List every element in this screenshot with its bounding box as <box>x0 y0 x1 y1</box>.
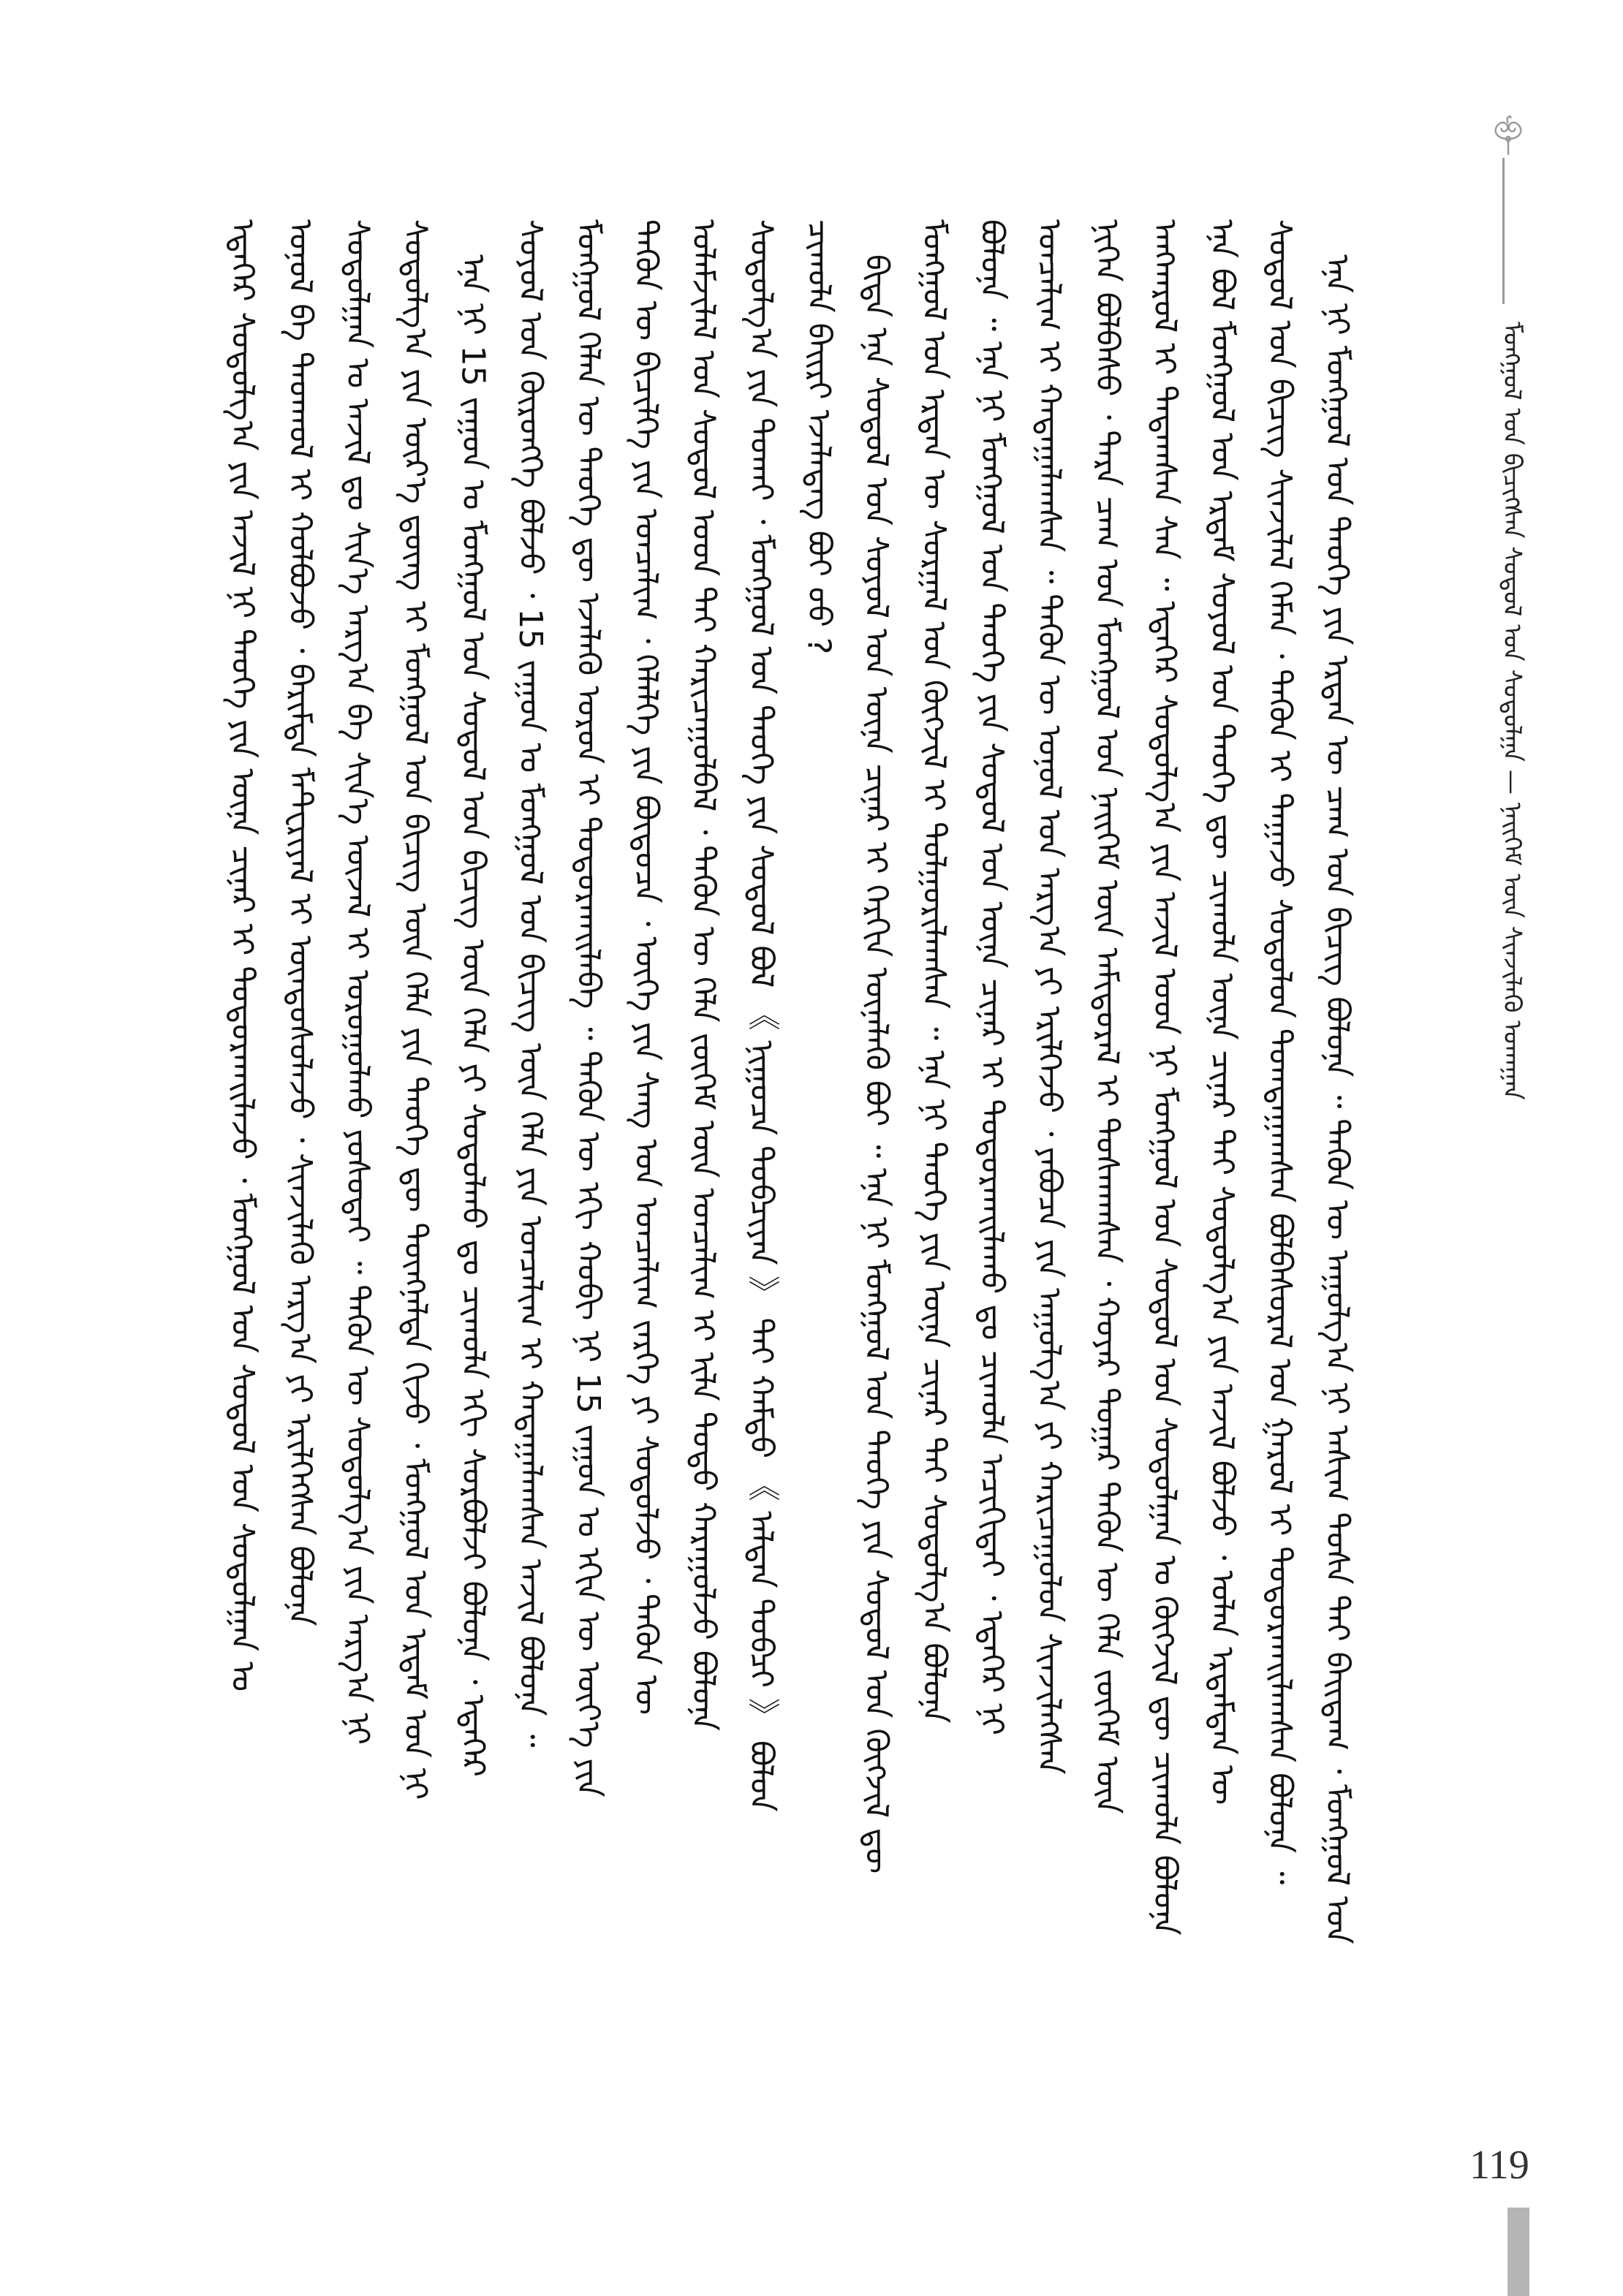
text-column: ᠰᠤᠳᠤᠯᠭ᠎ᠠ ᠶᠢᠨ ᠲᠤᠬᠠᠢ ᠂ ᠮᠣᠩᠭᠣᠯ ᠤᠨ ᠲᠡᠦᠬᠡ ᠶᠢᠨ ᠰᠤᠳᠤᠯ ᠪᠣᠯ 《 ᠨᠢᠭᠤᠴᠠ ᠲᠣᠪᠴᠢᠶᠠᠨ 》 ᠲᠠᠢ ᠬᠠᠮᠲᠤ 《 ᠠᠯᠲᠠᠨ ᠲᠣᠪᠴᠢ 》 ᠪᠣᠯᠤᠨ <box>742 219 780 1812</box>
scroll-ornament-icon <box>1483 110 1534 161</box>
text-column: ᠮᠣᠩᠭᠣᠯ ᠤᠨ ᠡᠷᠲᠡᠨ ᠦ ᠰᠤᠷᠭᠠᠯ ᠤᠨ ᠬᠥᠭᠵᠢᠯ ᠢ ᠲᠤᠯᠭᠤᠷᠢᠯᠠᠭᠰᠠᠨ ᠃ ᠡᠨᠡ ᠨᠢ ᠲᠡᠦᠬᠡ ᠶᠢᠨ ᠦᠨᠡ ᠴᠢᠨᠠᠷ ᠲᠠᠢ ᠰᠤᠳᠤᠯᠭ᠎ᠠ ᠪᠣᠯᠤᠨᠠ <box>915 219 953 1724</box>
text-column: ᠡᠨᠡ ᠨᠢ ᠮᠣᠩᠭᠣᠯ ᠤᠨ ᠲᠡᠦᠬᠡ ᠶᠢᠨ ᠡᠷᠲᠡᠨ ᠦ ᠴᠠᠭ ᠤᠨ ᠪᠢᠴᠢᠭ᠌ ᠪᠣᠯᠤᠨᠠ ᠃ ᠲᠡᠭᠦᠨ ᠦ ᠠᠭᠤᠯᠭ᠎ᠠ ᠨᠢ ᠠᠰᠢᠭ ᠲᠤᠰᠠ ᠲᠠᠢ ᠪᠠᠢᠳᠠᠭ ᠂ ᠮᠣᠩᠭᠣᠯ ᠤᠨ <box>1318 254 1356 1944</box>
text-column: ᠮᠣᠩᠭᠣᠯ ᠬᠡᠯᠡᠨ ᠦ ᠲᠡᠦᠬᠡ ᠳᠦ ᠡᠵᠡᠯᠡᠬᠦ ᠣᠷᠤᠨ ᠢ ᠲᠣᠳᠣᠷᠬᠠᠢᠯᠠᠪᠠ ᠃ ᠲᠡᠭᠦᠨ ᠦ ᠡᠬᠢ ᠬᠤᠪᠢ ᠨᠢ 15 ᠵᠠᠭᠤᠨ ᠤ ᠡᠬᠢᠨ ᠦ ᠦᠶ᠎ᠡ ᠶᠢᠨ <box>569 219 607 1797</box>
page-edge-tab <box>1507 2208 1529 2296</box>
text-column: ᠪᠣᠯᠤᠨᠠ ᠃ ᠡᠨᠡ ᠨᠢ ᠮᠣᠩᠭᠣᠯ ᠤᠨ ᠲᠡᠦᠬᠡ ᠶᠢᠨ ᠰᠤᠳᠤᠯ ᠤᠨ ᠦᠨᠡ ᠴᠢᠨᠠᠷ ᠢ ᠲᠣᠳᠣᠷᠬᠠᠢᠯᠠᠬᠤ ᠳᠤ ᠴᠢᠬᠤᠯᠠ ᠠᠴᠢᠬᠢᠳᠠᠢ ᠂ ᠡᠳᠡᠭᠡᠷ ᠨᠢ <box>972 219 1010 1735</box>
text-column: ᠤᠯᠠᠮᠵᠢᠯᠠᠯ ᠤᠨ ᠰᠤᠳᠤᠯ ᠤᠳ ᠲᠠᠢ ᠬᠠᠷᠢᠴᠠᠭᠤᠯᠪᠠᠯ ᠂ ᠲᠡᠭᠦᠨ ᠦ ᠬᠡᠯᠡ ᠵᠥᠭᠡᠮ ᠦᠨ ᠣᠨᠴᠠᠯᠢᠭ ᠢ ᠢᠯᠡ ᠲᠣᠳᠣ ᠬᠠᠷᠠᠭᠤᠯᠵᠤ ᠪᠣᠯᠤᠨᠠ <box>684 219 722 1731</box>
page-number: 119 <box>1469 2142 1529 2188</box>
running-head: ᠮᠣᠩᠭᠣᠯ ᠤᠨ ᠪᠢᠴᠢᠭᠰᠡᠨ ᠰᠤᠳᠤᠯ ᠤᠨ ᠰᠤᠳᠤᠯᠭᠠ — ᠨᠡᠢᠭᠡᠮ ᠦᠨ ᠰᠢᠨᠵᠢᠯᠡᠬᠦ ᠤᠬᠠᠭᠠᠨ <box>1497 322 1526 1100</box>
text-column: ᠡᠨᠡ ᠪᠣᠯ ᠮᠣᠩᠭᠣᠯ ᠤᠨ ᠡᠷᠳᠡᠮ ᠰᠣᠶᠣᠯ ᠤᠨ ᠲᠡᠦᠬᠡ ᠳᠦ ᠴᠢᠬᠤᠯᠠ ᠦᠨᠡ ᠴᠢᠨᠠᠷ ᠲᠠᠢ ᠰᠤᠳᠤᠯᠭ᠎ᠠ ᠶᠢᠨ ᠠᠵᠢᠯ ᠪᠣᠯᠵᠤ ᠂ ᠣᠯᠠᠨ ᠡᠷᠳᠡᠮᠲᠡᠨ ᠦ <box>1203 219 1241 1806</box>
main-text-body <box>219 219 1360 2076</box>
text-column: ᠠᠩᠬᠠᠷᠤᠯ ᠢ ᠲᠠᠲᠠᠭᠰᠠᠨ ᠰᠠᠨ ᠃ ᠡᠳᠡᠭᠡᠷ ᠰᠤᠳᠤᠯᠭ᠎ᠠ ᠶᠢᠨ ᠠᠵᠢᠯ ᠤᠳ ᠨᠢ ᠮᠣᠩᠭᠣᠯ ᠤᠨ ᠰᠤᠳᠤᠯ ᠤᠨ ᠰᠤᠳᠤᠯᠭᠠᠨ ᠤ ᠬᠥᠭᠵᠢᠯ ᠳᠦ ᠴᠢᠬᠤᠯᠠ ᠪᠣᠯᠤᠨᠠ <box>1146 219 1184 1936</box>
text-column: ᠰᠤᠳᠤᠯ ᠤᠨ ᠪᠢᠴᠢᠭ ᠰᠢᠨᠵᠢᠯᠡᠯ ᠬᠡᠮᠡᠨ ᠂ ᠲᠡᠭᠦᠨ ᠢ ᠳᠠᠭᠠᠵᠤ ᠰᠤᠳᠤᠯᠤᠨ ᠲᠣᠭᠲᠠᠭᠠᠭᠰᠠᠨ ᠪᠣᠯᠪᠠᠰᠤᠷᠠᠯ ᠤᠨ ᠭᠠᠷᠤᠯ ᠢ ᠲᠣᠳᠣᠷᠬᠠᠢᠯᠠᠭᠰᠠᠨ ᠪᠣᠯᠤᠨᠠ ᠃ <box>1260 219 1298 1885</box>
text-column: ᠰᠣᠶᠣᠯ ᠤᠨ ᠬᠥᠷᠥᠩᠭᠡ ᠪᠣᠯᠵᠤ ᠂ 15 ᠵᠠᠭᠤᠨ ᠤ ᠮᠣᠩᠭᠣᠯ ᠤᠨ ᠪᠢᠴᠢᠭ ᠦᠨ ᠬᠡᠯᠡ ᠶᠢᠨ ᠣᠨᠴᠠᠯᠢᠭ ᠢ ᠬᠠᠳᠠᠭᠠᠯᠠᠭᠰᠠᠨ ᠠᠵᠢᠯ ᠪᠣᠯᠤᠨᠠ ᠃ <box>512 219 550 1748</box>
text-column: ᠡᠨᠡ ᠨᠢ 15 ᠵᠠᠭᠤᠨ ᠤ ᠮᠣᠩᠭᠣᠯ ᠤᠨ ᠰᠤᠳᠤᠯ ᠤᠨ ᠪᠢᠴᠢᠭ ᠦᠨ ᠬᠡᠯᠡ ᠶᠢ ᠰᠤᠳᠤᠯᠬᠤ ᠳᠤ ᠴᠢᠬᠤᠯᠠ ᠡᠬᠢ ᠰᠤᠷᠪᠤᠯᠵᠢ ᠪᠣᠯᠤᠨᠠ ᠂ ᠡᠳᠡᠭᠡᠷ <box>454 254 492 1777</box>
text-column: ᠪᠢᠳᠡ ᠡᠨᠡ ᠰᠤᠳᠤᠯ ᠤᠨ ᠰᠣᠶᠣᠯ ᠤᠨ ᠦᠨᠡ ᠴᠢᠨᠠᠷ ᠢ ᠬᠡᠷᠬᠢᠨ ᠦᠨᠡᠯᠡᠬᠦ ᠪᠤᠢ ᠃ ᠡᠨᠡ ᠨᠢ ᠮᠣᠩᠭᠣᠯ ᠤᠨ ᠲᠡᠦᠬᠡ ᠶᠢᠨ ᠰᠤᠳᠤᠯ ᠤᠨ ᠬᠥᠭᠵᠢᠯ ᠳᠦ <box>858 254 896 1874</box>
text-column: ᠡᠳᠡᠭᠡᠷ ᠰᠤᠳᠤᠯᠭ᠎ᠠ ᠶᠢᠨ ᠠᠵᠢᠯ ᠨᠢ ᠲᠡᠦᠬᠡ ᠶᠢᠨ ᠦᠨᠡ ᠴᠢᠨᠠᠷ ᠢ ᠲᠣᠳᠣᠷᠬᠠᠢᠯᠠᠵᠤ ᠂ ᠮᠣᠩᠭᠣᠯ ᠤᠨ ᠰᠤᠳᠤᠯ ᠤᠨ ᠰᠤᠳᠤᠯᠭᠠᠨ ᠤ <box>224 219 261 1692</box>
running-head-rule <box>1502 158 1505 304</box>
text-column: ᠣᠨᠴᠠᠯᠢᠭ ᠢ ᠬᠠᠳᠠᠭᠠᠯᠠᠭᠰᠠᠨ ᠃ ᠲᠡᠭᠦᠨ ᠦ ᠣᠨᠣᠯ ᠤᠨ ᠠᠷᠭ᠎ᠠ ᠶᠢ ᠡᠷᠢᠯᠬᠡᠵᠦ ᠂ ᠶᠠᠪᠤᠴᠠ ᠶᠢᠨ ᠠᠭᠤᠯᠭ᠎ᠠ ᠶᠢ ᠬᠠᠷᠢᠴᠠᠭᠤᠯᠤᠨ ᠰᠢᠨᠵᠢᠯᠡᠭᠰᠡᠨ <box>1030 219 1068 1775</box>
text-column: ᠣᠨᠣᠯ ᠪᠠ ᠳᠠᠳᠬᠤᠯ ᠢ ᠬᠣᠯᠪᠣᠵᠤ ᠂ ᠪᠠᠷᠢᠮᠲᠠ ᠮᠠᠲ᠋ᠧᠷᠢᠶᠠᠯ ᠢ ᠦᠨᠳᠦᠰᠦᠯᠡᠵᠦ ᠂ ᠰᠢᠨᠵᠢᠯᠡᠬᠦ ᠠᠷᠭ᠎ᠠ ᠶᠢ ᠡᠷᠢᠯᠬᠡᠭᠰᠡᠨ ᠪᠣᠯᠤᠨᠠ <box>281 219 319 1626</box>
text-column: ᠰᠤᠳᠤᠯᠭ᠎ᠠ ᠶᠢᠨ ᠦᠷ᠎ᠡ ᠳ᠋ᠦᠩ ᠢ ᠮᠣᠩᠭᠣᠯ ᠤᠨ ᠪᠢᠴᠢᠭ ᠦᠨ ᠬᠡᠯᠡ ᠶᠢᠨ ᠲᠡᠦᠬᠡ ᠳᠦ ᠳᠦᠩᠨᠡᠯᠳᠡ ᠬᠢᠵᠦ ᠂ ᠮᠣᠩᠭᠣᠯ ᠤᠨ ᠡᠷᠳᠡᠮ ᠤᠨ ᠨᠢ <box>396 219 434 1800</box>
text-column: ᠨᠢᠭᠡᠨ ᠪᠣᠯᠪᠠᠰᠤ ᠂ ᠲᠡᠷᠡ ᠴᠠᠭ ᠤᠨ ᠮᠣᠩᠭᠣᠯ ᠤᠨ ᠨᠡᠢᠭᠡᠮ ᠦᠨ ᠠᠮᠢᠳᠤᠷᠠᠯ ᠢ ᠲᠤᠰᠬᠠᠭᠰᠠᠨ ᠂ ᠬᠣᠶᠠᠷ ᠲᠤᠭᠠᠷ ᠲᠡᠭᠦᠨ ᠦ ᠬᠡᠯᠡ ᠵᠥᠭᠡᠮ ᠦᠨ <box>1088 219 1126 1814</box>
text-column: ᠲᠡᠭᠦᠨ ᠦ ᠪᠢᠴᠢᠯᠭᠡ ᠶᠢᠨ ᠣᠨᠴᠠᠯᠢᠭ ᠂ ᠬᠡᠯᠡᠯᠭᠡ ᠶᠢᠨ ᠪᠦᠲᠦᠴᠡ ᠂ ᠦᠭᠡ ᠶᠢᠨ ᠰᠠᠩ ᠤᠨ ᠣᠨᠴᠠᠯᠢᠭ ᠵᠡᠷᠭᠡ ᠶᠢ ᠰᠤᠳᠤᠯᠵᠤ ᠂ ᠲᠡᠭᠦᠨ ᠦ <box>627 219 665 1715</box>
text-column: ᠴᠢᠬᠤᠯᠠ ᠪᠠᠢᠷᠢ ᠡᠵᠡᠯᠡᠳᠡᠭ ᠪᠤᠢ ᠤᠤ ? <box>800 219 838 655</box>
text-column: ᠰᠤᠳᠤᠯᠭᠠᠨ ᠤ ᠠᠵᠢᠯ ᠳᠤ ᠰᠢᠨ᠎ᠡ ᠠᠷᠭ᠎ᠠ ᠪᠠ ᠰᠢᠨ᠎ᠡ ᠦᠵᠡᠯ ᠢ ᠣᠷᠣᠭᠤᠯᠬᠤ ᠶᠣᠰᠣᠲᠠᠢ ᠃ ᠲᠡᠭᠦᠨ ᠦ ᠰᠤᠳᠤᠯᠭ᠎ᠠ ᠶᠢᠨ ᠠᠷᠭ᠎ᠠ ᠨᠢ <box>338 219 377 1745</box>
